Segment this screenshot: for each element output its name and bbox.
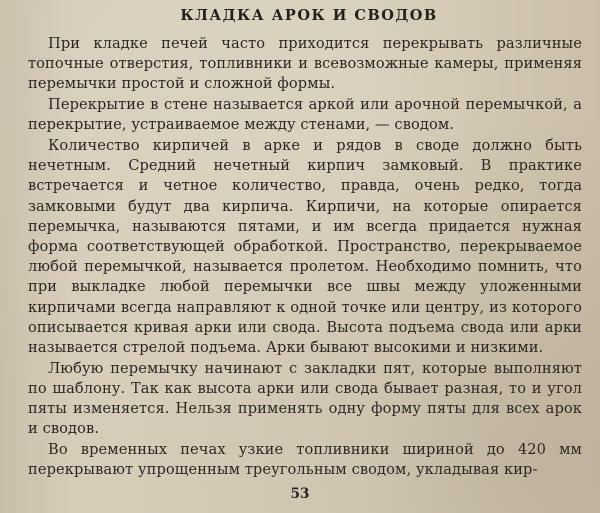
page-number: 53 — [290, 486, 310, 502]
section-title: КЛАДКА АРОК И СВОДОВ — [180, 7, 438, 24]
paragraph: При кладке печей часто приходится перекрывать различные топочные отверстия, топливники и всевозможные камеры, применяя перемычки простой и сложной формы. — [28, 35, 582, 93]
paragraph: Любую перемычку начинают с закладки пят, которые выполняют по шаблону. Так как высота арки или свода бывает разная, то и угол пяты изменяется. Нельзя применять одну форму пяты для всех арок и сводов. — [28, 359, 582, 438]
paragraph: Количество кирпичей в арке и рядов в своде должно быть нечетным. Средний нечетный кирпич замковый. В практике встречается и четное количество, правда, очень редко, тогда замковыми будут два кирпича. Кирпичи, на которые опирается перемычка, называются пятами, и им всегда придается нужная форма соответствующей обработкой. Пространство, перекрываемое любой перемычкой, называется пролетом. Необходимо помнить, что при выкладке любой перемычки все швы между уложенными кирпичами всегда направляют к одной точке или центру, из которого описывается кривая арки или свода. Высота подъема свода или арки называется стрелой подъема. Арки бывают высокими и низкими. — [28, 137, 582, 357]
paragraph: Во временных печах узкие топливники шириной до 420 мм перекрывают упрощенным треугольным сводом, укладывая кир- — [28, 441, 582, 479]
paragraph: Перекрытие в стене называется аркой или арочной перемычкой, а перекрытие, устраиваемое между стенами, — сводом. — [28, 96, 582, 134]
body-text — [28, 34, 582, 480]
